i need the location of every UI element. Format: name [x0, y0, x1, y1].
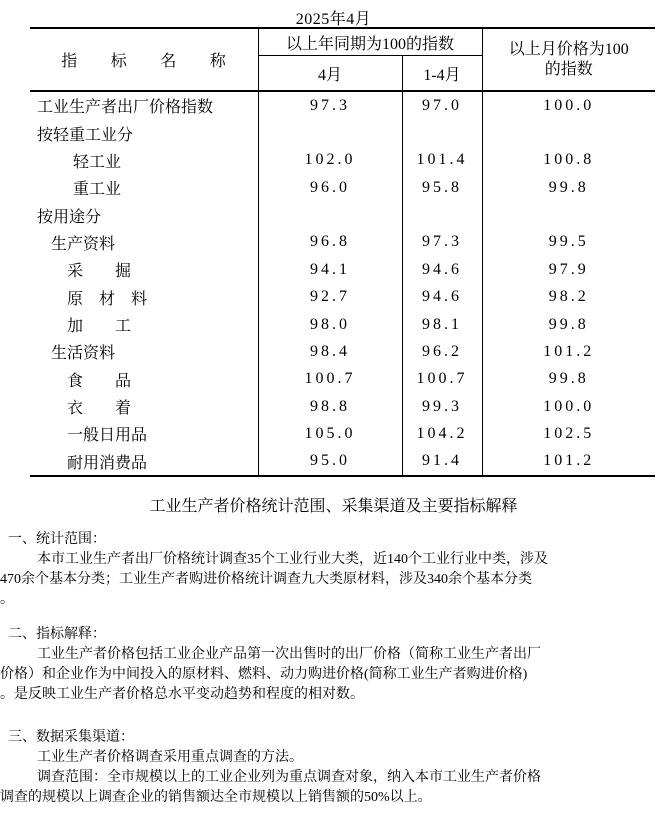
value-yoy-cum: 101.4: [402, 147, 482, 174]
table-row: [30, 147, 655, 174]
notes-title: 工业生产者价格统计范围、采集渠道及主要指标解释: [149, 498, 518, 516]
notes-line: 调查范围：全市规模以上的工业企业列为重点调查对象，纳入本市工业生产者价格: [37, 770, 541, 786]
mom-index-header-line1: 以上月价格为100: [508, 40, 629, 58]
table-body: [30, 91, 655, 476]
row-label: 轻工业: [30, 147, 258, 174]
row-label: 生产资料: [30, 229, 258, 256]
value-mom: 97.9: [548, 260, 589, 278]
value-yoy-april: 94.1: [258, 256, 402, 283]
value-mom: 99.8: [548, 178, 589, 196]
table-row: [30, 448, 655, 476]
table-row: [30, 119, 655, 146]
mom-index-header: [482, 28, 655, 91]
value-mom: 99.8: [548, 370, 589, 388]
table-row: [30, 229, 655, 256]
notes-line: 470余个基本分类；工业生产者购进价格统计调查九大类原材料，涉及340余个基本分类: [0, 572, 532, 588]
notes-line: 一、统计范围：: [8, 532, 106, 548]
value-yoy-april: 98.0: [258, 311, 402, 338]
table-header: [30, 28, 655, 91]
value-yoy-april: 96.8: [258, 229, 402, 256]
value-yoy-cum: 97.3: [402, 229, 482, 256]
table-row: [30, 420, 655, 447]
value-yoy-april: 105.0: [258, 420, 402, 447]
value-yoy-cum: [402, 201, 482, 228]
value-yoy-cum: 104.2: [402, 420, 482, 447]
notes: [0, 530, 667, 808]
value-yoy-cum: [402, 119, 482, 146]
value-yoy-april: 95.0: [258, 448, 402, 476]
value-yoy-cum: 100.7: [402, 366, 482, 393]
notes-section: [0, 625, 667, 705]
table-row: [30, 393, 655, 420]
indicator-name-header: 指 标 名 称: [30, 28, 258, 91]
table-row: [30, 311, 655, 338]
row-label: 按用途分: [30, 201, 258, 228]
jan-april-column-header: 1-4月: [402, 56, 482, 92]
value-yoy-april: [258, 119, 402, 146]
notes-line: 工业生产者价格调查采用重点调查的方法。: [37, 750, 303, 766]
value-mom: [482, 119, 655, 146]
table-row: [30, 174, 655, 201]
row-label: 加 工: [30, 311, 258, 338]
notes-line: 工业生产者价格包括工业企业产品第一次出售时的出厂价格（简称工业生产者出厂: [37, 647, 541, 663]
yoy-index-group-header: 以上年同期为100的指数: [258, 28, 482, 56]
row-label: 耐用消费品: [30, 448, 258, 476]
value-mom: 100.8: [543, 151, 595, 169]
row-label: 采 掘: [30, 256, 258, 283]
table-row: [30, 201, 655, 228]
price-index-table: [30, 27, 655, 477]
table-row: [30, 256, 655, 283]
table-row: [30, 366, 655, 393]
mom-index-header-line2: 的指数: [544, 60, 593, 78]
value-mom: 100.0: [543, 96, 595, 114]
notes-line: 。是反映工业生产者价格总水平变动趋势和程度的相对数。: [0, 687, 364, 703]
value-mom: 102.5: [543, 424, 595, 442]
row-label: 重工业: [30, 174, 258, 201]
notes-line: 。: [0, 592, 14, 608]
row-label: 食 品: [30, 366, 258, 393]
value-yoy-cum: 95.8: [402, 174, 482, 201]
value-yoy-april: [258, 201, 402, 228]
row-label: 工业生产者出厂价格指数: [30, 91, 258, 119]
value-mom: 99.5: [548, 233, 589, 251]
value-mom: [482, 201, 655, 228]
notes-line: 价格）和企业作为中间投入的原材料、燃料、动力购进价格(简称工业生产者购进价格): [0, 667, 528, 683]
value-yoy-cum: 97.0: [402, 91, 482, 119]
april-column-header: 4月: [258, 56, 402, 92]
value-yoy-april: 98.4: [258, 338, 402, 365]
value-mom: 101.2: [543, 452, 595, 470]
table-row: [30, 338, 655, 365]
row-label: 原 材 料: [30, 284, 258, 311]
value-yoy-april: 102.0: [258, 147, 402, 174]
notes-line: 调查的规模以上调查企业的销售额达全市规模以上销售额的50%以上。: [0, 790, 432, 806]
table-row: [30, 91, 655, 119]
value-yoy-april: 98.8: [258, 393, 402, 420]
value-yoy-cum: 91.4: [402, 448, 482, 476]
value-yoy-april: 92.7: [258, 284, 402, 311]
notes-section: [0, 728, 667, 808]
report-period-title: 2025年4月: [295, 11, 372, 28]
value-mom: 98.2: [548, 288, 589, 306]
value-yoy-cum: 96.2: [402, 338, 482, 365]
table-row: [30, 284, 655, 311]
value-yoy-april: 96.0: [258, 174, 402, 201]
value-mom: 101.2: [543, 342, 595, 360]
notes-section: [0, 530, 667, 610]
value-yoy-cum: 99.3: [402, 393, 482, 420]
value-yoy-april: 97.3: [258, 91, 402, 119]
notes-line: 二、指标解释：: [8, 627, 106, 643]
row-label: 一般日用品: [30, 420, 258, 447]
value-yoy-cum: 98.1: [402, 311, 482, 338]
row-label: 生活资料: [30, 338, 258, 365]
row-label: 衣 着: [30, 393, 258, 420]
notes-line: 三、数据采集渠道：: [8, 730, 134, 746]
value-yoy-cum: 94.6: [402, 256, 482, 283]
notes-line: 本市工业生产者出厂价格统计调查35个工业行业大类，近140个工业行业中类，涉及: [37, 552, 548, 568]
value-mom: 99.8: [548, 315, 589, 333]
value-yoy-cum: 94.6: [402, 284, 482, 311]
value-yoy-april: 100.7: [258, 366, 402, 393]
value-mom: 100.0: [543, 397, 595, 415]
row-label: 按轻重工业分: [30, 119, 258, 146]
